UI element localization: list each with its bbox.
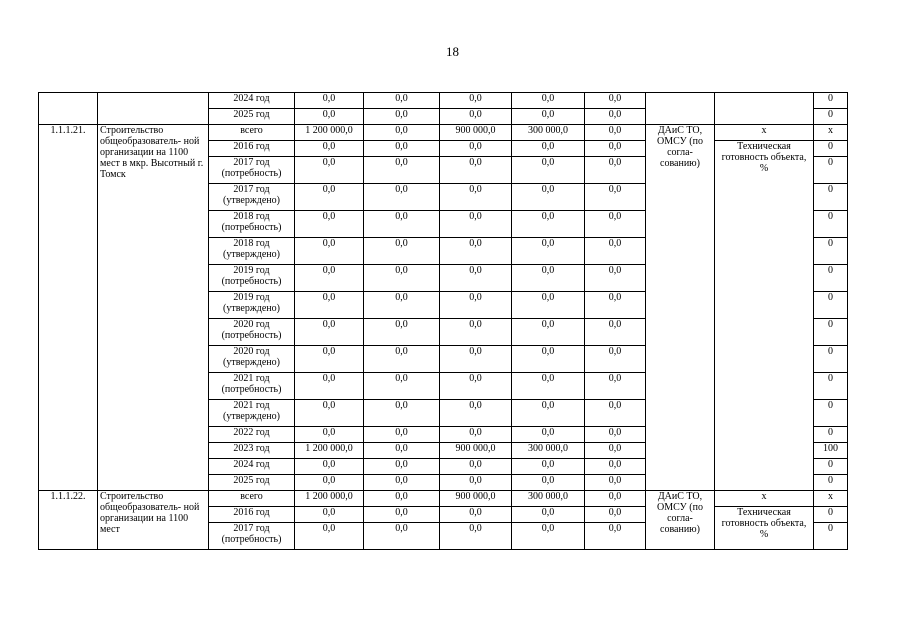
value-cell: 0,0 <box>364 157 440 184</box>
value-cell: 0,0 <box>440 475 512 491</box>
value-cell: 0,0 <box>512 475 585 491</box>
value-cell: 1 200 000,0 <box>295 491 364 507</box>
value-cell: 0,0 <box>585 443 646 459</box>
indicator-value-cell: 0 <box>814 265 848 292</box>
value-cell: 0,0 <box>295 459 364 475</box>
value-cell: 0,0 <box>440 184 512 211</box>
value-cell: 0,0 <box>512 459 585 475</box>
indicator-value-cell: х <box>814 125 848 141</box>
value-cell: 0,0 <box>364 265 440 292</box>
value-cell: 0,0 <box>512 523 585 550</box>
value-cell: 0,0 <box>295 319 364 346</box>
indicator-value-cell: 0 <box>814 141 848 157</box>
value-cell: 0,0 <box>512 346 585 373</box>
indicator-value-cell: 0 <box>814 373 848 400</box>
indicator-total-cell: х <box>715 491 814 507</box>
year-cell: 2021 год (потребность) <box>209 373 295 400</box>
value-cell: 300 000,0 <box>512 443 585 459</box>
indicator-value-cell: 0 <box>814 109 848 125</box>
year-cell: 2019 год (потребность) <box>209 265 295 292</box>
value-cell: 1 200 000,0 <box>295 443 364 459</box>
value-cell: 0,0 <box>440 238 512 265</box>
value-cell: 0,0 <box>512 157 585 184</box>
value-cell: 0,0 <box>585 373 646 400</box>
value-cell: 0,0 <box>585 265 646 292</box>
value-cell: 0,0 <box>585 346 646 373</box>
value-cell: 0,0 <box>440 319 512 346</box>
value-cell: 0,0 <box>440 109 512 125</box>
value-cell: 0,0 <box>440 507 512 523</box>
indicator-value-cell: 0 <box>814 523 848 550</box>
year-cell: 2017 год (утверждено) <box>209 184 295 211</box>
value-cell: 0,0 <box>585 491 646 507</box>
value-cell: 0,0 <box>512 238 585 265</box>
value-cell: 0,0 <box>364 475 440 491</box>
value-cell: 0,0 <box>364 141 440 157</box>
year-cell: 2024 год <box>209 93 295 109</box>
value-cell: 0,0 <box>295 184 364 211</box>
value-cell: 0,0 <box>364 292 440 319</box>
indicator-value-cell: х <box>814 491 848 507</box>
year-cell: 2017 год (потребность) <box>209 157 295 184</box>
year-cell: всего <box>209 491 295 507</box>
continuation-ind-cell <box>715 93 814 125</box>
value-cell: 900 000,0 <box>440 491 512 507</box>
year-cell: 2020 год (потребность) <box>209 319 295 346</box>
year-cell: 2021 год (утверждено) <box>209 400 295 427</box>
executor-cell: ДАиС ТО, ОМСУ (по согла- сованию) <box>646 125 715 491</box>
indicator-value-cell: 0 <box>814 319 848 346</box>
indicator-value-cell: 0 <box>814 211 848 238</box>
value-cell: 0,0 <box>364 459 440 475</box>
indicator-name-cell: Техническая готовность объекта, % <box>715 141 814 491</box>
value-cell: 0,0 <box>512 507 585 523</box>
value-cell: 0,0 <box>295 427 364 443</box>
value-cell: 300 000,0 <box>512 125 585 141</box>
value-cell: 0,0 <box>440 211 512 238</box>
year-cell: 2025 год <box>209 109 295 125</box>
value-cell: 0,0 <box>364 491 440 507</box>
value-cell: 0,0 <box>440 346 512 373</box>
indicator-value-cell: 0 <box>814 157 848 184</box>
value-cell: 0,0 <box>585 157 646 184</box>
year-cell: 2019 год (утверждено) <box>209 292 295 319</box>
value-cell: 0,0 <box>364 443 440 459</box>
value-cell: 0,0 <box>364 93 440 109</box>
value-cell: 0,0 <box>512 184 585 211</box>
value-cell: 0,0 <box>512 292 585 319</box>
value-cell: 0,0 <box>295 157 364 184</box>
value-cell: 0,0 <box>512 373 585 400</box>
value-cell: 0,0 <box>440 400 512 427</box>
value-cell: 0,0 <box>585 400 646 427</box>
indicator-value-cell: 0 <box>814 475 848 491</box>
year-cell: 2017 год (потребность) <box>209 523 295 550</box>
year-cell: 2020 год (утверждено) <box>209 346 295 373</box>
indicator-value-cell: 0 <box>814 507 848 523</box>
value-cell: 0,0 <box>585 109 646 125</box>
continuation-exec-cell <box>646 93 715 125</box>
value-cell: 0,0 <box>364 211 440 238</box>
value-cell: 0,0 <box>295 292 364 319</box>
value-cell: 0,0 <box>512 141 585 157</box>
year-cell: 2023 год <box>209 443 295 459</box>
project-name: Строительство общеобразователь- ной организации на 1100 мест <box>98 491 209 550</box>
value-cell: 0,0 <box>585 459 646 475</box>
year-cell: 2025 год <box>209 475 295 491</box>
indicator-value-cell: 0 <box>814 238 848 265</box>
value-cell: 0,0 <box>585 125 646 141</box>
year-cell: 2018 год (потребность) <box>209 211 295 238</box>
value-cell: 0,0 <box>295 507 364 523</box>
value-cell: 0,0 <box>364 523 440 550</box>
value-cell: 0,0 <box>440 141 512 157</box>
value-cell: 300 000,0 <box>512 491 585 507</box>
value-cell: 0,0 <box>585 475 646 491</box>
year-cell: всего <box>209 125 295 141</box>
value-cell: 0,0 <box>295 523 364 550</box>
value-cell: 0,0 <box>440 292 512 319</box>
value-cell: 0,0 <box>585 238 646 265</box>
value-cell: 1 200 000,0 <box>295 125 364 141</box>
value-cell: 900 000,0 <box>440 125 512 141</box>
value-cell: 0,0 <box>585 319 646 346</box>
project-name: Строительство общеобразователь- ной организации на 1100 мест в мкр. Высотный г. Томск <box>98 125 209 491</box>
value-cell: 0,0 <box>364 400 440 427</box>
year-cell: 2016 год <box>209 141 295 157</box>
indicator-value-cell: 0 <box>814 93 848 109</box>
table-row <box>39 491 848 507</box>
program-table <box>38 92 848 550</box>
value-cell: 0,0 <box>364 125 440 141</box>
value-cell: 0,0 <box>364 346 440 373</box>
indicator-value-cell: 0 <box>814 459 848 475</box>
indicator-name-cell: Техническая готовность объекта, % <box>715 507 814 550</box>
indicator-value-cell: 0 <box>814 400 848 427</box>
value-cell: 0,0 <box>512 400 585 427</box>
continuation-num-cell <box>39 93 98 125</box>
value-cell: 0,0 <box>295 93 364 109</box>
value-cell: 0,0 <box>295 475 364 491</box>
page-number: 18 <box>446 44 459 59</box>
value-cell: 0,0 <box>295 109 364 125</box>
value-cell: 0,0 <box>364 184 440 211</box>
indicator-total-cell: х <box>715 125 814 141</box>
table-row <box>39 125 848 141</box>
table-row <box>39 93 848 109</box>
value-cell: 0,0 <box>295 346 364 373</box>
value-cell: 0,0 <box>295 211 364 238</box>
value-cell: 0,0 <box>512 265 585 292</box>
value-cell: 0,0 <box>440 157 512 184</box>
executor-cell: ДАиС ТО, ОМСУ (по согла- сованию) <box>646 491 715 550</box>
value-cell: 0,0 <box>364 319 440 346</box>
value-cell: 0,0 <box>585 523 646 550</box>
value-cell: 0,0 <box>585 184 646 211</box>
value-cell: 0,0 <box>585 93 646 109</box>
value-cell: 0,0 <box>512 109 585 125</box>
indicator-value-cell: 0 <box>814 346 848 373</box>
value-cell: 0,0 <box>364 373 440 400</box>
value-cell: 0,0 <box>512 319 585 346</box>
indicator-value-cell: 0 <box>814 184 848 211</box>
indicator-value-cell: 100 <box>814 443 848 459</box>
indicator-value-cell: 0 <box>814 427 848 443</box>
value-cell: 0,0 <box>295 265 364 292</box>
value-cell: 0,0 <box>512 93 585 109</box>
value-cell: 0,0 <box>585 211 646 238</box>
value-cell: 0,0 <box>295 373 364 400</box>
value-cell: 0,0 <box>585 292 646 319</box>
value-cell: 0,0 <box>364 238 440 265</box>
value-cell: 0,0 <box>512 427 585 443</box>
value-cell: 0,0 <box>440 427 512 443</box>
value-cell: 0,0 <box>364 109 440 125</box>
value-cell: 0,0 <box>295 238 364 265</box>
value-cell: 0,0 <box>440 265 512 292</box>
value-cell: 0,0 <box>364 427 440 443</box>
project-number: 1.1.1.22. <box>39 491 98 550</box>
value-cell: 0,0 <box>585 427 646 443</box>
value-cell: 0,0 <box>585 507 646 523</box>
value-cell: 0,0 <box>440 523 512 550</box>
continuation-name-cell <box>98 93 209 125</box>
year-cell: 2024 год <box>209 459 295 475</box>
value-cell: 0,0 <box>364 507 440 523</box>
value-cell: 0,0 <box>295 141 364 157</box>
value-cell: 0,0 <box>440 459 512 475</box>
value-cell: 0,0 <box>440 373 512 400</box>
value-cell: 0,0 <box>512 211 585 238</box>
year-cell: 2016 год <box>209 507 295 523</box>
value-cell: 0,0 <box>295 400 364 427</box>
indicator-value-cell: 0 <box>814 292 848 319</box>
value-cell: 0,0 <box>440 93 512 109</box>
year-cell: 2018 год (утверждено) <box>209 238 295 265</box>
project-number: 1.1.1.21. <box>39 125 98 491</box>
year-cell: 2022 год <box>209 427 295 443</box>
value-cell: 0,0 <box>585 141 646 157</box>
value-cell: 900 000,0 <box>440 443 512 459</box>
